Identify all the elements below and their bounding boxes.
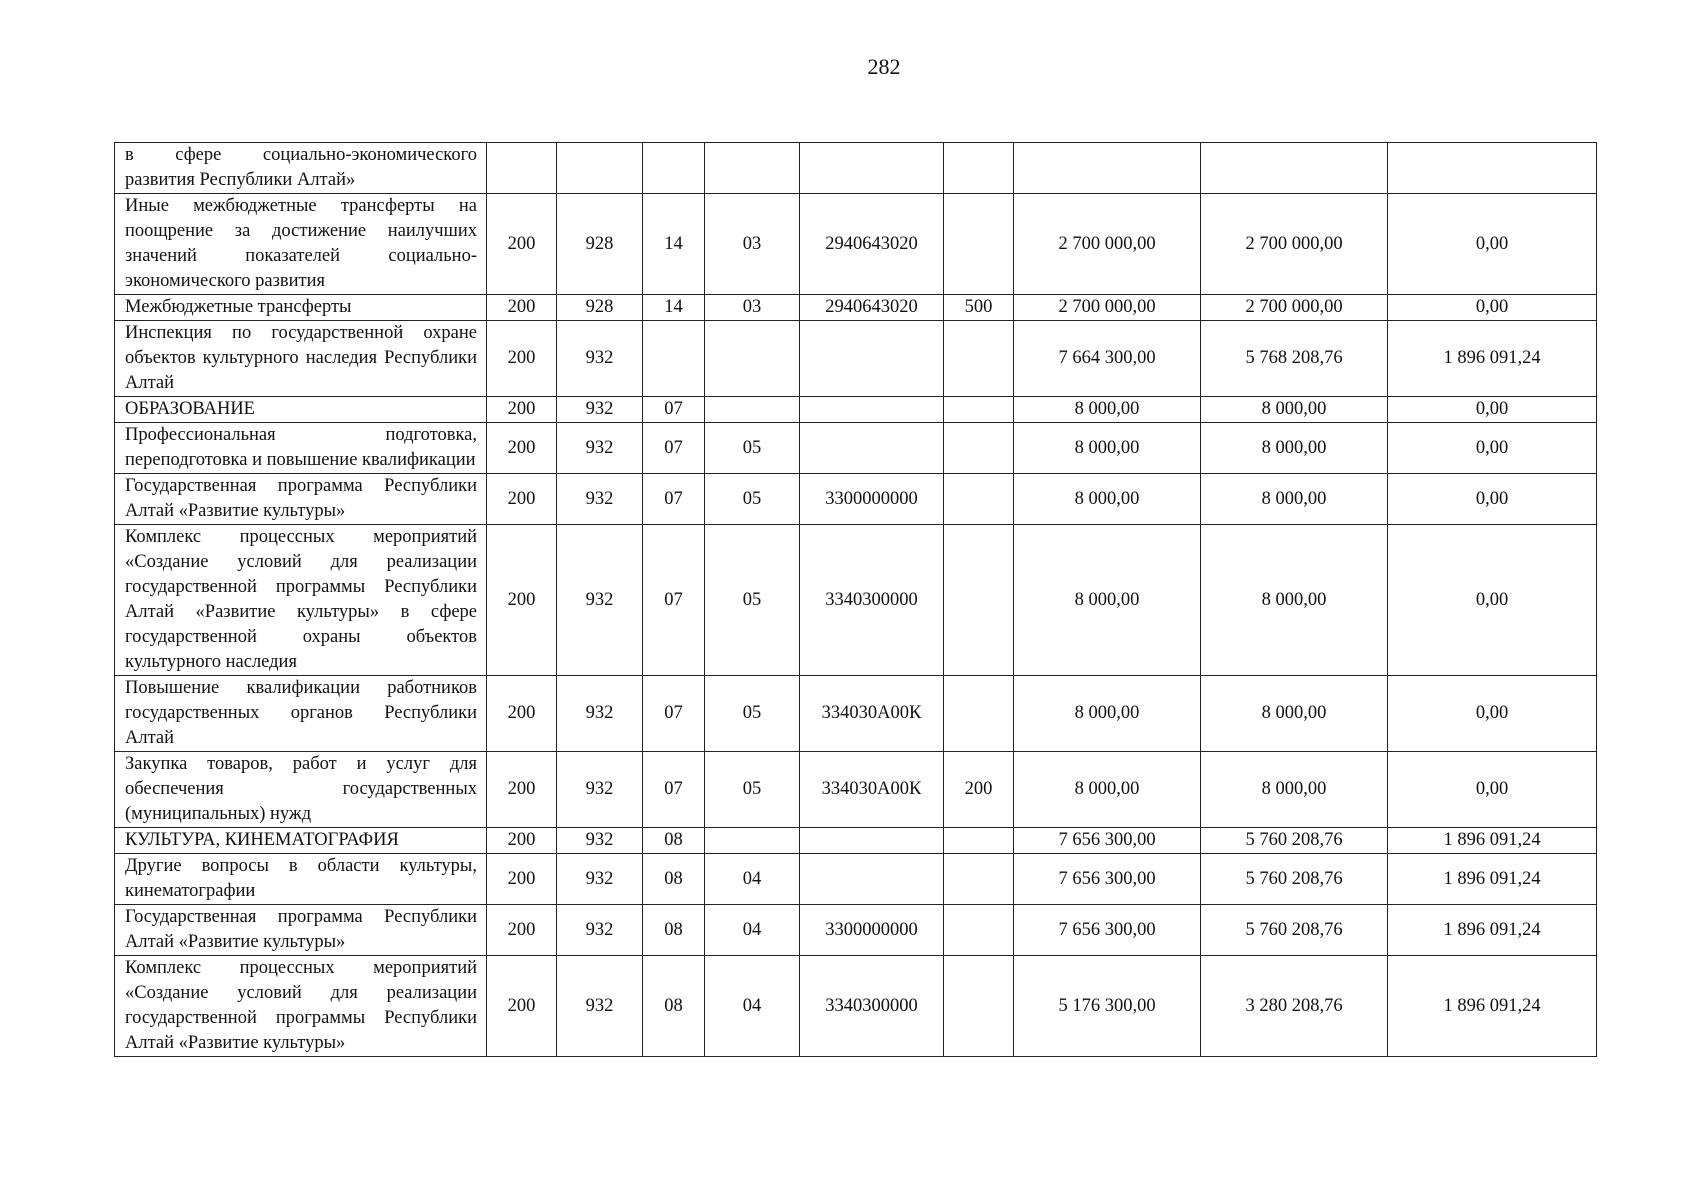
difference-amount-cell: 0,00 (1388, 752, 1597, 828)
table-row (115, 397, 1597, 423)
subsection-code-cell (705, 143, 800, 194)
expense-type-cell (944, 474, 1014, 525)
planned-amount-cell: 8 000,00 (1014, 752, 1201, 828)
expense-type-cell (944, 956, 1014, 1057)
table-row (115, 143, 1597, 194)
difference-amount-cell: 0,00 (1388, 423, 1597, 474)
row-name-cell: Комплекс процессных мероприятий «Создание условий для реализации государственной программы Республики Алтай «Развитие культуры» в сфере государственной охраны объектов культурного наследия (115, 525, 487, 676)
subsection-code-cell: 05 (705, 423, 800, 474)
row-name-cell: Государственная программа Республики Алтай «Развитие культуры» (115, 474, 487, 525)
planned-amount-cell: 8 000,00 (1014, 676, 1201, 752)
planned-amount-cell: 8 000,00 (1014, 525, 1201, 676)
section-code-cell: 14 (643, 194, 705, 295)
actual-amount-cell: 5 768 208,76 (1201, 321, 1388, 397)
row-name-cell: Межбюджетные трансферты (115, 295, 487, 321)
section-code-cell: 07 (643, 525, 705, 676)
glava-code-cell: 200 (487, 397, 557, 423)
difference-amount-cell: 1 896 091,24 (1388, 905, 1597, 956)
ministry-code-cell (557, 143, 643, 194)
glava-code-cell: 200 (487, 423, 557, 474)
ministry-code-cell: 932 (557, 956, 643, 1057)
glava-code-cell: 200 (487, 525, 557, 676)
table-row (115, 752, 1597, 828)
expense-type-cell (944, 905, 1014, 956)
difference-amount-cell: 0,00 (1388, 194, 1597, 295)
planned-amount-cell: 7 656 300,00 (1014, 854, 1201, 905)
section-code-cell: 08 (643, 828, 705, 854)
section-code-cell: 08 (643, 956, 705, 1057)
subsection-code-cell: 03 (705, 295, 800, 321)
subsection-code-cell: 04 (705, 854, 800, 905)
planned-amount-cell: 7 656 300,00 (1014, 905, 1201, 956)
table-row (115, 295, 1597, 321)
subsection-code-cell: 05 (705, 752, 800, 828)
glava-code-cell: 200 (487, 676, 557, 752)
difference-amount-cell: 0,00 (1388, 676, 1597, 752)
row-name-cell: Профессиональная подготовка, переподготовка и повышение квалификации (115, 423, 487, 474)
section-code-cell (643, 143, 705, 194)
difference-amount-cell: 1 896 091,24 (1388, 828, 1597, 854)
ministry-code-cell: 928 (557, 194, 643, 295)
ministry-code-cell: 932 (557, 397, 643, 423)
difference-amount-cell: 0,00 (1388, 525, 1597, 676)
section-code-cell (643, 321, 705, 397)
glava-code-cell: 200 (487, 752, 557, 828)
table-row (115, 854, 1597, 905)
budget-table (114, 142, 1597, 1057)
actual-amount-cell: 2 700 000,00 (1201, 194, 1388, 295)
ministry-code-cell: 932 (557, 752, 643, 828)
ministry-code-cell: 928 (557, 295, 643, 321)
planned-amount-cell: 8 000,00 (1014, 397, 1201, 423)
planned-amount-cell: 2 700 000,00 (1014, 295, 1201, 321)
table-row (115, 956, 1597, 1057)
target-article-cell: 3300000000 (800, 905, 944, 956)
expense-type-cell (944, 397, 1014, 423)
difference-amount-cell: 1 896 091,24 (1388, 956, 1597, 1057)
table-body (115, 143, 1597, 1057)
subsection-code-cell: 04 (705, 905, 800, 956)
glava-code-cell (487, 143, 557, 194)
glava-code-cell: 200 (487, 905, 557, 956)
table-row (115, 828, 1597, 854)
glava-code-cell: 200 (487, 295, 557, 321)
actual-amount-cell: 3 280 208,76 (1201, 956, 1388, 1057)
target-article-cell (800, 854, 944, 905)
table-row (115, 905, 1597, 956)
difference-amount-cell (1388, 143, 1597, 194)
subsection-code-cell: 05 (705, 474, 800, 525)
target-article-cell: 2940643020 (800, 295, 944, 321)
subsection-code-cell: 03 (705, 194, 800, 295)
target-article-cell: 3340300000 (800, 525, 944, 676)
expense-type-cell: 500 (944, 295, 1014, 321)
table-row (115, 525, 1597, 676)
subsection-code-cell: 04 (705, 956, 800, 1057)
table-row (115, 321, 1597, 397)
expense-type-cell (944, 854, 1014, 905)
actual-amount-cell: 5 760 208,76 (1201, 854, 1388, 905)
page-number: 282 (867, 54, 901, 79)
subsection-code-cell (705, 397, 800, 423)
target-article-cell (800, 828, 944, 854)
row-name-cell: Государственная программа Республики Алтай «Развитие культуры» (115, 905, 487, 956)
planned-amount-cell: 8 000,00 (1014, 474, 1201, 525)
expense-type-cell (944, 676, 1014, 752)
ministry-code-cell: 932 (557, 525, 643, 676)
planned-amount-cell: 7 656 300,00 (1014, 828, 1201, 854)
glava-code-cell: 200 (487, 956, 557, 1057)
glava-code-cell: 200 (487, 828, 557, 854)
actual-amount-cell: 8 000,00 (1201, 474, 1388, 525)
section-code-cell: 07 (643, 676, 705, 752)
actual-amount-cell: 2 700 000,00 (1201, 295, 1388, 321)
table-row (115, 423, 1597, 474)
ministry-code-cell: 932 (557, 828, 643, 854)
difference-amount-cell: 0,00 (1388, 474, 1597, 525)
actual-amount-cell: 5 760 208,76 (1201, 905, 1388, 956)
table-row (115, 676, 1597, 752)
actual-amount-cell: 8 000,00 (1201, 676, 1388, 752)
difference-amount-cell: 1 896 091,24 (1388, 854, 1597, 905)
glava-code-cell: 200 (487, 854, 557, 905)
subsection-code-cell: 05 (705, 676, 800, 752)
subsection-code-cell: 05 (705, 525, 800, 676)
section-code-cell: 14 (643, 295, 705, 321)
target-article-cell: 2940643020 (800, 194, 944, 295)
expense-type-cell (944, 423, 1014, 474)
row-name-cell: Другие вопросы в области культуры, кинематографии (115, 854, 487, 905)
expense-type-cell (944, 828, 1014, 854)
row-name-cell: Комплекс процессных мероприятий «Создание условий для реализации государственной программы Республики Алтай «Развитие культуры» (115, 956, 487, 1057)
target-article-cell (800, 143, 944, 194)
subsection-code-cell (705, 321, 800, 397)
planned-amount-cell: 5 176 300,00 (1014, 956, 1201, 1057)
expense-type-cell (944, 143, 1014, 194)
glava-code-cell: 200 (487, 321, 557, 397)
section-code-cell: 07 (643, 423, 705, 474)
expense-type-cell (944, 194, 1014, 295)
actual-amount-cell (1201, 143, 1388, 194)
row-name-cell: Закупка товаров, работ и услуг для обеспечения государственных (муниципальных) нужд (115, 752, 487, 828)
target-article-cell (800, 397, 944, 423)
target-article-cell: 334030А00К (800, 752, 944, 828)
section-code-cell: 08 (643, 905, 705, 956)
table-row (115, 474, 1597, 525)
glava-code-cell: 200 (487, 474, 557, 525)
expense-type-cell (944, 525, 1014, 676)
difference-amount-cell: 1 896 091,24 (1388, 321, 1597, 397)
ministry-code-cell: 932 (557, 854, 643, 905)
actual-amount-cell: 8 000,00 (1201, 423, 1388, 474)
section-code-cell: 07 (643, 752, 705, 828)
planned-amount-cell: 8 000,00 (1014, 423, 1201, 474)
ministry-code-cell: 932 (557, 474, 643, 525)
row-name-cell: ОБРАЗОВАНИЕ (115, 397, 487, 423)
difference-amount-cell: 0,00 (1388, 397, 1597, 423)
target-article-cell: 334030А00К (800, 676, 944, 752)
subsection-code-cell (705, 828, 800, 854)
row-name-cell: Иные межбюджетные трансферты на поощрение за достижение наилучших значений показателей социально-экономического развития (115, 194, 487, 295)
actual-amount-cell: 8 000,00 (1201, 752, 1388, 828)
target-article-cell: 3340300000 (800, 956, 944, 1057)
row-name-cell: Инспекция по государственной охране объектов культурного наследия Республики Алтай (115, 321, 487, 397)
ministry-code-cell: 932 (557, 321, 643, 397)
ministry-code-cell: 932 (557, 423, 643, 474)
row-name-cell: в сфере социально-экономического развития Республики Алтай» (115, 143, 487, 194)
table-row (115, 194, 1597, 295)
row-name-cell: КУЛЬТУРА, КИНЕМАТОГРАФИЯ (115, 828, 487, 854)
actual-amount-cell: 8 000,00 (1201, 397, 1388, 423)
target-article-cell (800, 423, 944, 474)
planned-amount-cell: 2 700 000,00 (1014, 194, 1201, 295)
difference-amount-cell: 0,00 (1388, 295, 1597, 321)
planned-amount-cell: 7 664 300,00 (1014, 321, 1201, 397)
expense-type-cell (944, 321, 1014, 397)
section-code-cell: 07 (643, 474, 705, 525)
actual-amount-cell: 5 760 208,76 (1201, 828, 1388, 854)
section-code-cell: 08 (643, 854, 705, 905)
planned-amount-cell (1014, 143, 1201, 194)
actual-amount-cell: 8 000,00 (1201, 525, 1388, 676)
ministry-code-cell: 932 (557, 905, 643, 956)
target-article-cell (800, 321, 944, 397)
glava-code-cell: 200 (487, 194, 557, 295)
section-code-cell: 07 (643, 397, 705, 423)
ministry-code-cell: 932 (557, 676, 643, 752)
expense-type-cell: 200 (944, 752, 1014, 828)
target-article-cell: 3300000000 (800, 474, 944, 525)
row-name-cell: Повышение квалификации работников государственных органов Республики Алтай (115, 676, 487, 752)
